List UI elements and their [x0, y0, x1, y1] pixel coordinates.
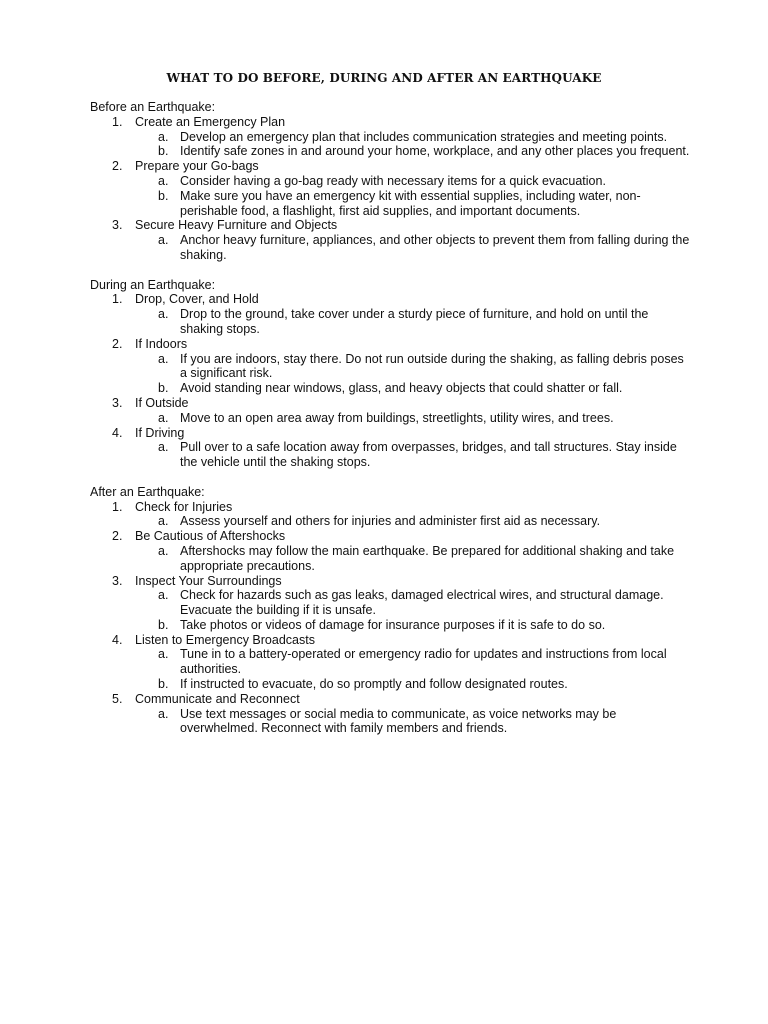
substep-text: Consider having a go-bag ready with necessary items for a quick evacuation. [180, 173, 606, 188]
document-body [90, 100, 690, 751]
substep-text: Identify safe zones in and around your home, workplace, and any other places you frequent. [180, 144, 690, 159]
substep-letter: b. [158, 188, 169, 203]
substep-list [135, 130, 690, 160]
step-title: Inspect Your Surroundings [135, 573, 282, 588]
substep-text: Drop to the ground, take cover under a sturdy piece of furniture, and hold on until the shaking stops. [180, 307, 649, 336]
substep-list [135, 544, 690, 574]
step-title: Create an Emergency Plan [135, 114, 286, 129]
substep-list [135, 647, 690, 691]
section-heading: Before an Earthquake: [90, 100, 216, 114]
step-title: Secure Heavy Furniture and Objects [135, 218, 338, 233]
step-title: Communicate and Reconnect [135, 691, 300, 706]
substep-text: Make sure you have an emergency kit with essential supplies, including water, non-perishable food, a flashlight, first aid supplies, and important documents. [180, 188, 641, 218]
substep-letter: b. [158, 144, 169, 159]
substep-text: Pull over to a safe location away from overpasses, bridges, and tall structures. Stay inside the vehicle until the shaking stops. [180, 440, 677, 470]
step-item [90, 292, 690, 336]
step-item [90, 426, 690, 470]
substep-letter: b. [158, 617, 169, 632]
section-heading: During an Earthquake: [90, 277, 216, 292]
substep-text: Use text messages or social media to communicate, as voice networks may be overwhelmed. Reconnect with family members and friends. [180, 706, 617, 736]
step-number: 1. [112, 114, 123, 129]
step-item [90, 396, 690, 426]
substep-list [135, 707, 690, 737]
substep-list [135, 440, 690, 470]
substep-letter: a. [158, 514, 169, 529]
step-title: Listen to Emergency Broadcasts [135, 632, 315, 647]
substep-item [135, 677, 690, 692]
step-number: 4. [112, 632, 123, 647]
step-title: Prepare your Go-bags [135, 159, 259, 174]
section [90, 485, 690, 737]
substep-letter: a. [158, 173, 169, 188]
substep-letter: a. [158, 440, 169, 455]
substep-list [135, 588, 690, 632]
substep-list [135, 352, 690, 396]
step-title: If Indoors [135, 336, 188, 351]
step-number: 4. [112, 425, 123, 440]
section-heading: After an Earthquake: [90, 484, 205, 499]
substep-text: Take photos or videos of damage for insurance purposes if it is safe to do so. [180, 617, 606, 632]
step-item [90, 500, 690, 530]
substep-letter: a. [158, 233, 169, 248]
substep-text: Aftershocks may follow the main earthquake. Be prepared for additional shaking and take appropriate precautions. [180, 543, 675, 573]
substep-item [135, 352, 690, 382]
substep-letter: b. [158, 381, 169, 396]
substep-item [135, 544, 690, 574]
step-number: 2. [112, 336, 123, 351]
substep-item [135, 647, 690, 677]
substep-text: Check for hazards such as gas leaks, damaged electrical wires, and structural damage. Evacuate the building if it is unsafe. [180, 588, 664, 618]
section [90, 278, 690, 470]
step-title: If Driving [135, 425, 185, 440]
substep-item [135, 307, 690, 337]
step-title: Be Cautious of Aftershocks [135, 529, 286, 544]
substep-item [135, 130, 690, 145]
step-list [90, 292, 690, 470]
substep-text: Assess yourself and others for injuries and administer first aid as necessary. [180, 514, 601, 529]
substep-item [135, 707, 690, 737]
substep-item [135, 381, 690, 396]
section [90, 100, 690, 263]
document-title: WHAT TO DO BEFORE, DURING AND AFTER AN EARTHQUAKE [166, 71, 602, 85]
step-number: 1. [112, 292, 123, 307]
substep-item [135, 588, 690, 618]
substep-text: If you are indoors, stay there. Do not run outside during the shaking, as falling debris poses a significant risk. [180, 351, 684, 381]
step-item [90, 692, 690, 736]
substep-item [135, 144, 690, 159]
step-item [90, 633, 690, 692]
substep-item [135, 411, 690, 426]
substep-letter: a. [158, 410, 169, 425]
substep-text: Anchor heavy furniture, appliances, and other objects to prevent them from falling during the shaking. [180, 233, 690, 262]
substep-item [135, 514, 690, 529]
step-list [90, 500, 690, 737]
substep-letter: a. [158, 307, 169, 322]
step-number: 3. [112, 218, 123, 233]
step-title: If Outside [135, 395, 189, 410]
substep-letter: a. [158, 706, 169, 721]
step-number: 3. [112, 573, 123, 588]
substep-list [135, 307, 690, 337]
substep-list [135, 411, 690, 426]
step-item [90, 115, 690, 159]
substep-text: Avoid standing near windows, glass, and heavy objects that could shatter or fall. [180, 381, 623, 396]
substep-text: If instructed to evacuate, do so promptly and follow designated routes. [180, 677, 568, 692]
step-number: 2. [112, 529, 123, 544]
step-title: Check for Injuries [135, 499, 233, 514]
substep-item [135, 618, 690, 633]
substep-letter: a. [158, 543, 169, 558]
step-list [90, 115, 690, 263]
step-number: 2. [112, 159, 123, 174]
substep-item [135, 233, 690, 263]
step-item [90, 574, 690, 633]
substep-list [135, 233, 690, 263]
substep-letter: a. [158, 588, 169, 603]
step-item [90, 337, 690, 396]
substep-letter: b. [158, 677, 169, 692]
substep-text: Develop an emergency plan that includes communication strategies and meeting points. [180, 129, 668, 144]
step-item [90, 159, 690, 218]
substep-letter: a. [158, 351, 169, 366]
substep-item [135, 440, 690, 470]
substep-text: Tune in to a battery-operated or emergency radio for updates and instructions from local authorities. [180, 647, 667, 677]
step-item [90, 218, 690, 262]
substep-item [135, 174, 690, 189]
substep-letter: a. [158, 647, 169, 662]
step-number: 5. [112, 691, 123, 706]
step-title: Drop, Cover, and Hold [135, 292, 259, 307]
substep-letter: a. [158, 129, 169, 144]
substep-item [135, 189, 690, 219]
substep-list [135, 514, 690, 529]
step-number: 1. [112, 499, 123, 514]
step-number: 3. [112, 395, 123, 410]
substep-text: Move to an open area away from buildings, streetlights, utility wires, and trees. [180, 410, 614, 425]
substep-list [135, 174, 690, 218]
step-item [90, 529, 690, 573]
